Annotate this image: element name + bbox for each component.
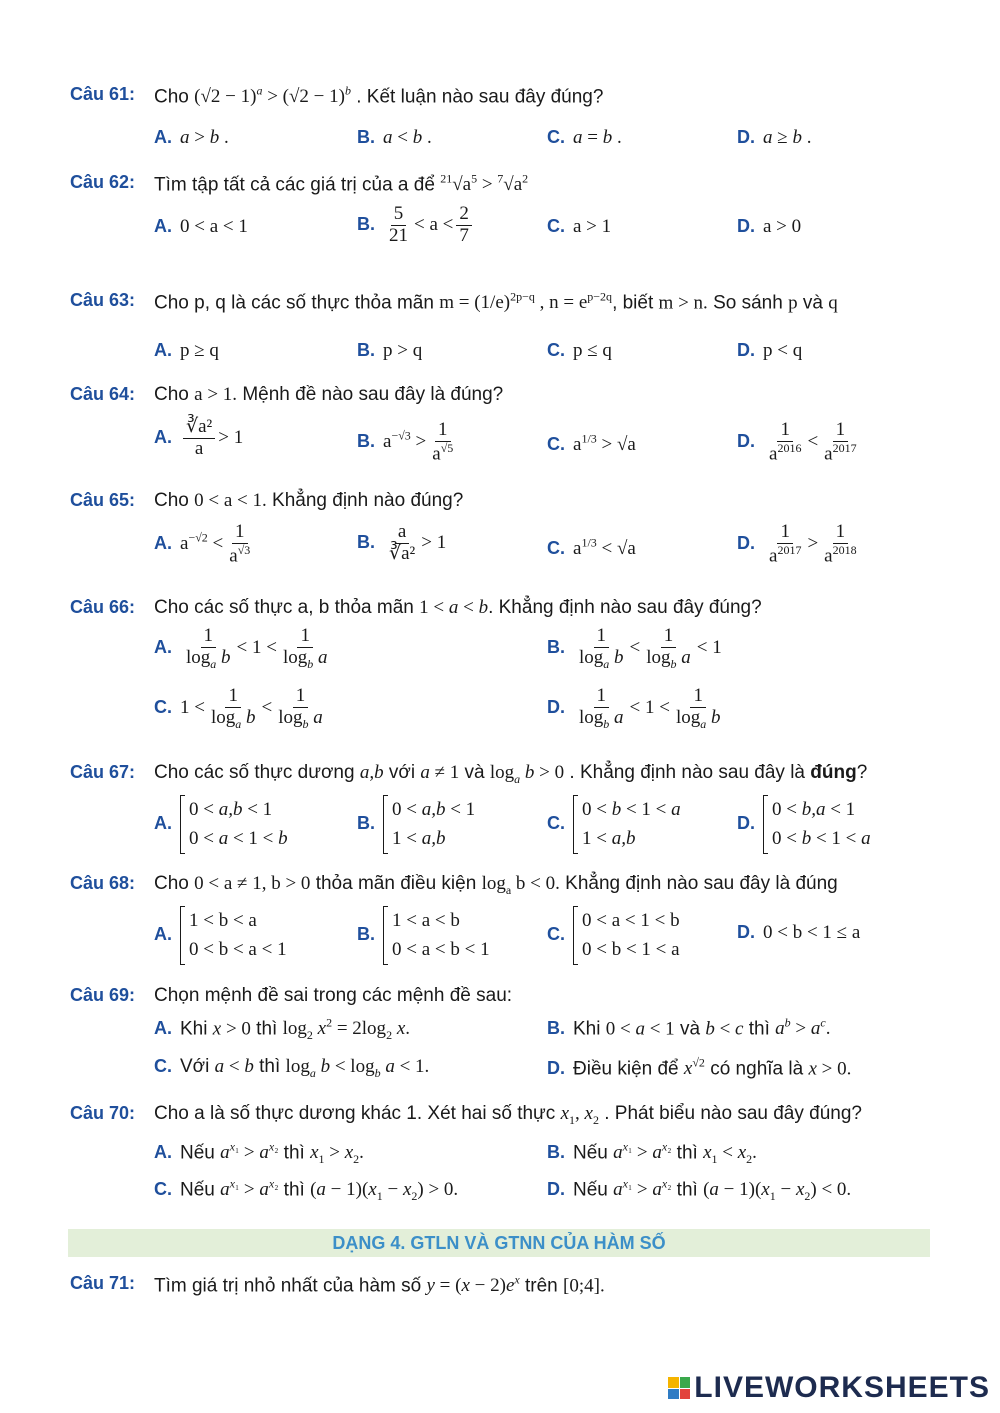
question-label: Câu 63: [70,290,136,310]
option-a[interactable]: A. a > b . [154,127,229,148]
question-text: Tìm giá trị nhỏ nhất của hàm số $y = (x - 2)e^x$ trên [0;4]. [154,1273,605,1297]
question-label: Câu 66: [70,597,136,617]
liveworksheets-logo [668,1371,990,1405]
logo-text: LIVEWORKSHEETS [694,1371,990,1404]
option-d[interactable]: D. $\frac{1}{a^{2017}}$ > $\frac{1}{a^{2018}}$ [737,521,857,567]
option-c[interactable]: C. 0 < b < 1 < a 1 < a,b [547,795,681,854]
question-label: Câu 67: [70,762,136,782]
option-a[interactable]: A. Khi x > 0 thì $\log_2 x^2 = 2\log_2$ x. [154,1016,410,1043]
option-c[interactable]: C. $a^{1/3} > √a$ [547,432,636,456]
question-label: Câu 68: [70,873,136,893]
option-d[interactable]: D. Điều kiện để $x^{√2}$ có nghĩa là x > 0. [547,1056,852,1080]
option-a[interactable]: A. 0 < a < 1 [154,216,248,237]
option-c[interactable]: C. a = b . [547,127,622,148]
option-b[interactable]: B. 1 < a < b 0 < a < b < 1 [357,906,490,965]
question-label: Câu 71: [70,1273,136,1293]
option-c[interactable]: C. p ≤ q [547,340,612,361]
question-text: Cho 0 < a ≠ 1, b > 0 thỏa mãn điều kiện $\log_a b < 0$. Khẳng định nào sau đây là đúng [154,873,838,897]
option-b[interactable]: B. p > q [357,340,423,361]
question-text: Chọn mệnh đề sai trong các mệnh đề sau: [154,985,513,1006]
question-label: Câu 64: [70,384,136,404]
question-text: Cho a > 1. Mệnh đề nào sau đây là đúng? [154,384,504,405]
option-a[interactable]: A. Nếu $a^{x_1} > a^{x_2}$ thì $x_1 > x_2$. [154,1140,364,1167]
option-d[interactable]: D. p < q [737,340,803,361]
question-label: Câu 65: [70,490,136,510]
option-d[interactable]: D. Nếu $a^{x_1} > a^{x_2}$ thì $(a - 1)(x_1 - x_2) < 0$. [547,1177,852,1204]
option-b[interactable]: B. Nếu $a^{x_1} > a^{x_2}$ thì $x_1 < x_2$. [547,1140,757,1167]
option-d[interactable]: D. $\frac{1}{\log_b a}$ < 1 < $\frac{1}{\log_a b}$ [547,685,721,731]
option-b[interactable]: B. 0 < a,b < 1 1 < a,b [357,795,475,854]
option-a[interactable]: A. 0 < a,b < 1 0 < a < 1 < b [154,795,288,854]
option-c[interactable]: C. Với a < b thì $\log_a b < \log_b a < 1$. [154,1056,430,1080]
option-d[interactable]: D. a ≥ b . [737,127,812,148]
question-text: Cho a là số thực dương khác 1. Xét hai số thực $x_1$, $x_2$ . Phát biểu nào sau đây đúng? [154,1103,862,1127]
question-label: Câu 70: [70,1103,136,1123]
question-text: Cho p, q là các số thực thỏa mãn $m = (1/e)^{2p-q}$ , $n = e^{p-2q}$, biết m > n. So sánh p và q [154,290,838,314]
question-label: Câu 61: [70,84,136,104]
option-b[interactable]: B. $a^{-√3}$ > $\frac{1}{a^{√5}}$ [357,419,454,465]
question-text: Cho các số thực dương a,b với a ≠ 1 và $\log_a b > 0$ . Khẳng định nào sau đây là đúng? [154,762,868,786]
question-label: Câu 69: [70,985,136,1005]
question-text: Cho $(√2 - 1)^a > (√2 - 1)^b$ . Kết luận nào sau đây đúng? [154,84,604,108]
option-c[interactable]: C. a > 1 [547,216,612,237]
option-a[interactable]: A. 1 < b < a 0 < b < a < 1 [154,906,287,965]
option-a[interactable]: A. p ≥ q [154,340,219,361]
question-label: Câu 62: [70,172,136,192]
option-d[interactable]: D. 0 < b,a < 1 0 < b < 1 < a [737,795,871,854]
question-text: Tìm tập tất cả các giá trị của a để $^{21}√a^5 > ^7√a^2$ [154,172,529,196]
option-c[interactable]: C. 0 < a < 1 < b 0 < b < 1 < a [547,906,680,965]
option-d[interactable]: D. a > 0 [737,216,802,237]
logo-icon [668,1377,690,1399]
option-b[interactable]: B. $\frac{5}{21}$ < a < $\frac{2}{7}$ [357,204,475,247]
option-c[interactable]: C. Nếu $a^{x_1} > a^{x_2}$ thì $(a - 1)(x_1 - x_2) > 0$. [154,1177,459,1204]
option-b[interactable]: B. Khi 0 < a < 1 và b < c thì $a^b > a^c$. [547,1016,831,1040]
question-text: Cho 0 < a < 1. Khẳng định nào đúng? [154,490,464,511]
option-a[interactable]: A. $\frac{\text{∛a²}}{a}$ > 1 [154,416,244,459]
option-c[interactable]: C. 1 < $\frac{1}{\log_a b}$ < $\frac{1}{\log_b a}$ [154,685,323,731]
section-title: DẠNG 4. GTLN VÀ GTNN CỦA HÀM SỐ [68,1229,930,1257]
option-d[interactable]: D. 0 < b < 1 ≤ a [737,922,861,943]
option-b[interactable]: B. a < b . [357,127,432,148]
option-a[interactable]: A. $a^{-√2}$ < $\frac{1}{a^{√3}}$ [154,521,251,567]
option-b[interactable]: B. $\frac{1}{\log_a b}$ < $\frac{1}{\log_b a}$ < 1 [547,625,722,671]
option-b[interactable]: B. $\frac{a}{\text{∛a²}}$ > 1 [357,521,447,564]
option-d[interactable]: D. $\frac{1}{a^{2016}}$ < $\frac{1}{a^{2017}}$ [737,419,857,465]
option-a[interactable]: A. $\frac{1}{\log_a b}$ < 1 < $\frac{1}{\log_b a}$ [154,625,328,671]
option-c[interactable]: C. $a^{1/3} < √a$ [547,536,636,560]
question-text: Cho các số thực a, b thỏa mãn 1 < a < b. Khẳng định nào sau đây đúng? [154,597,762,618]
